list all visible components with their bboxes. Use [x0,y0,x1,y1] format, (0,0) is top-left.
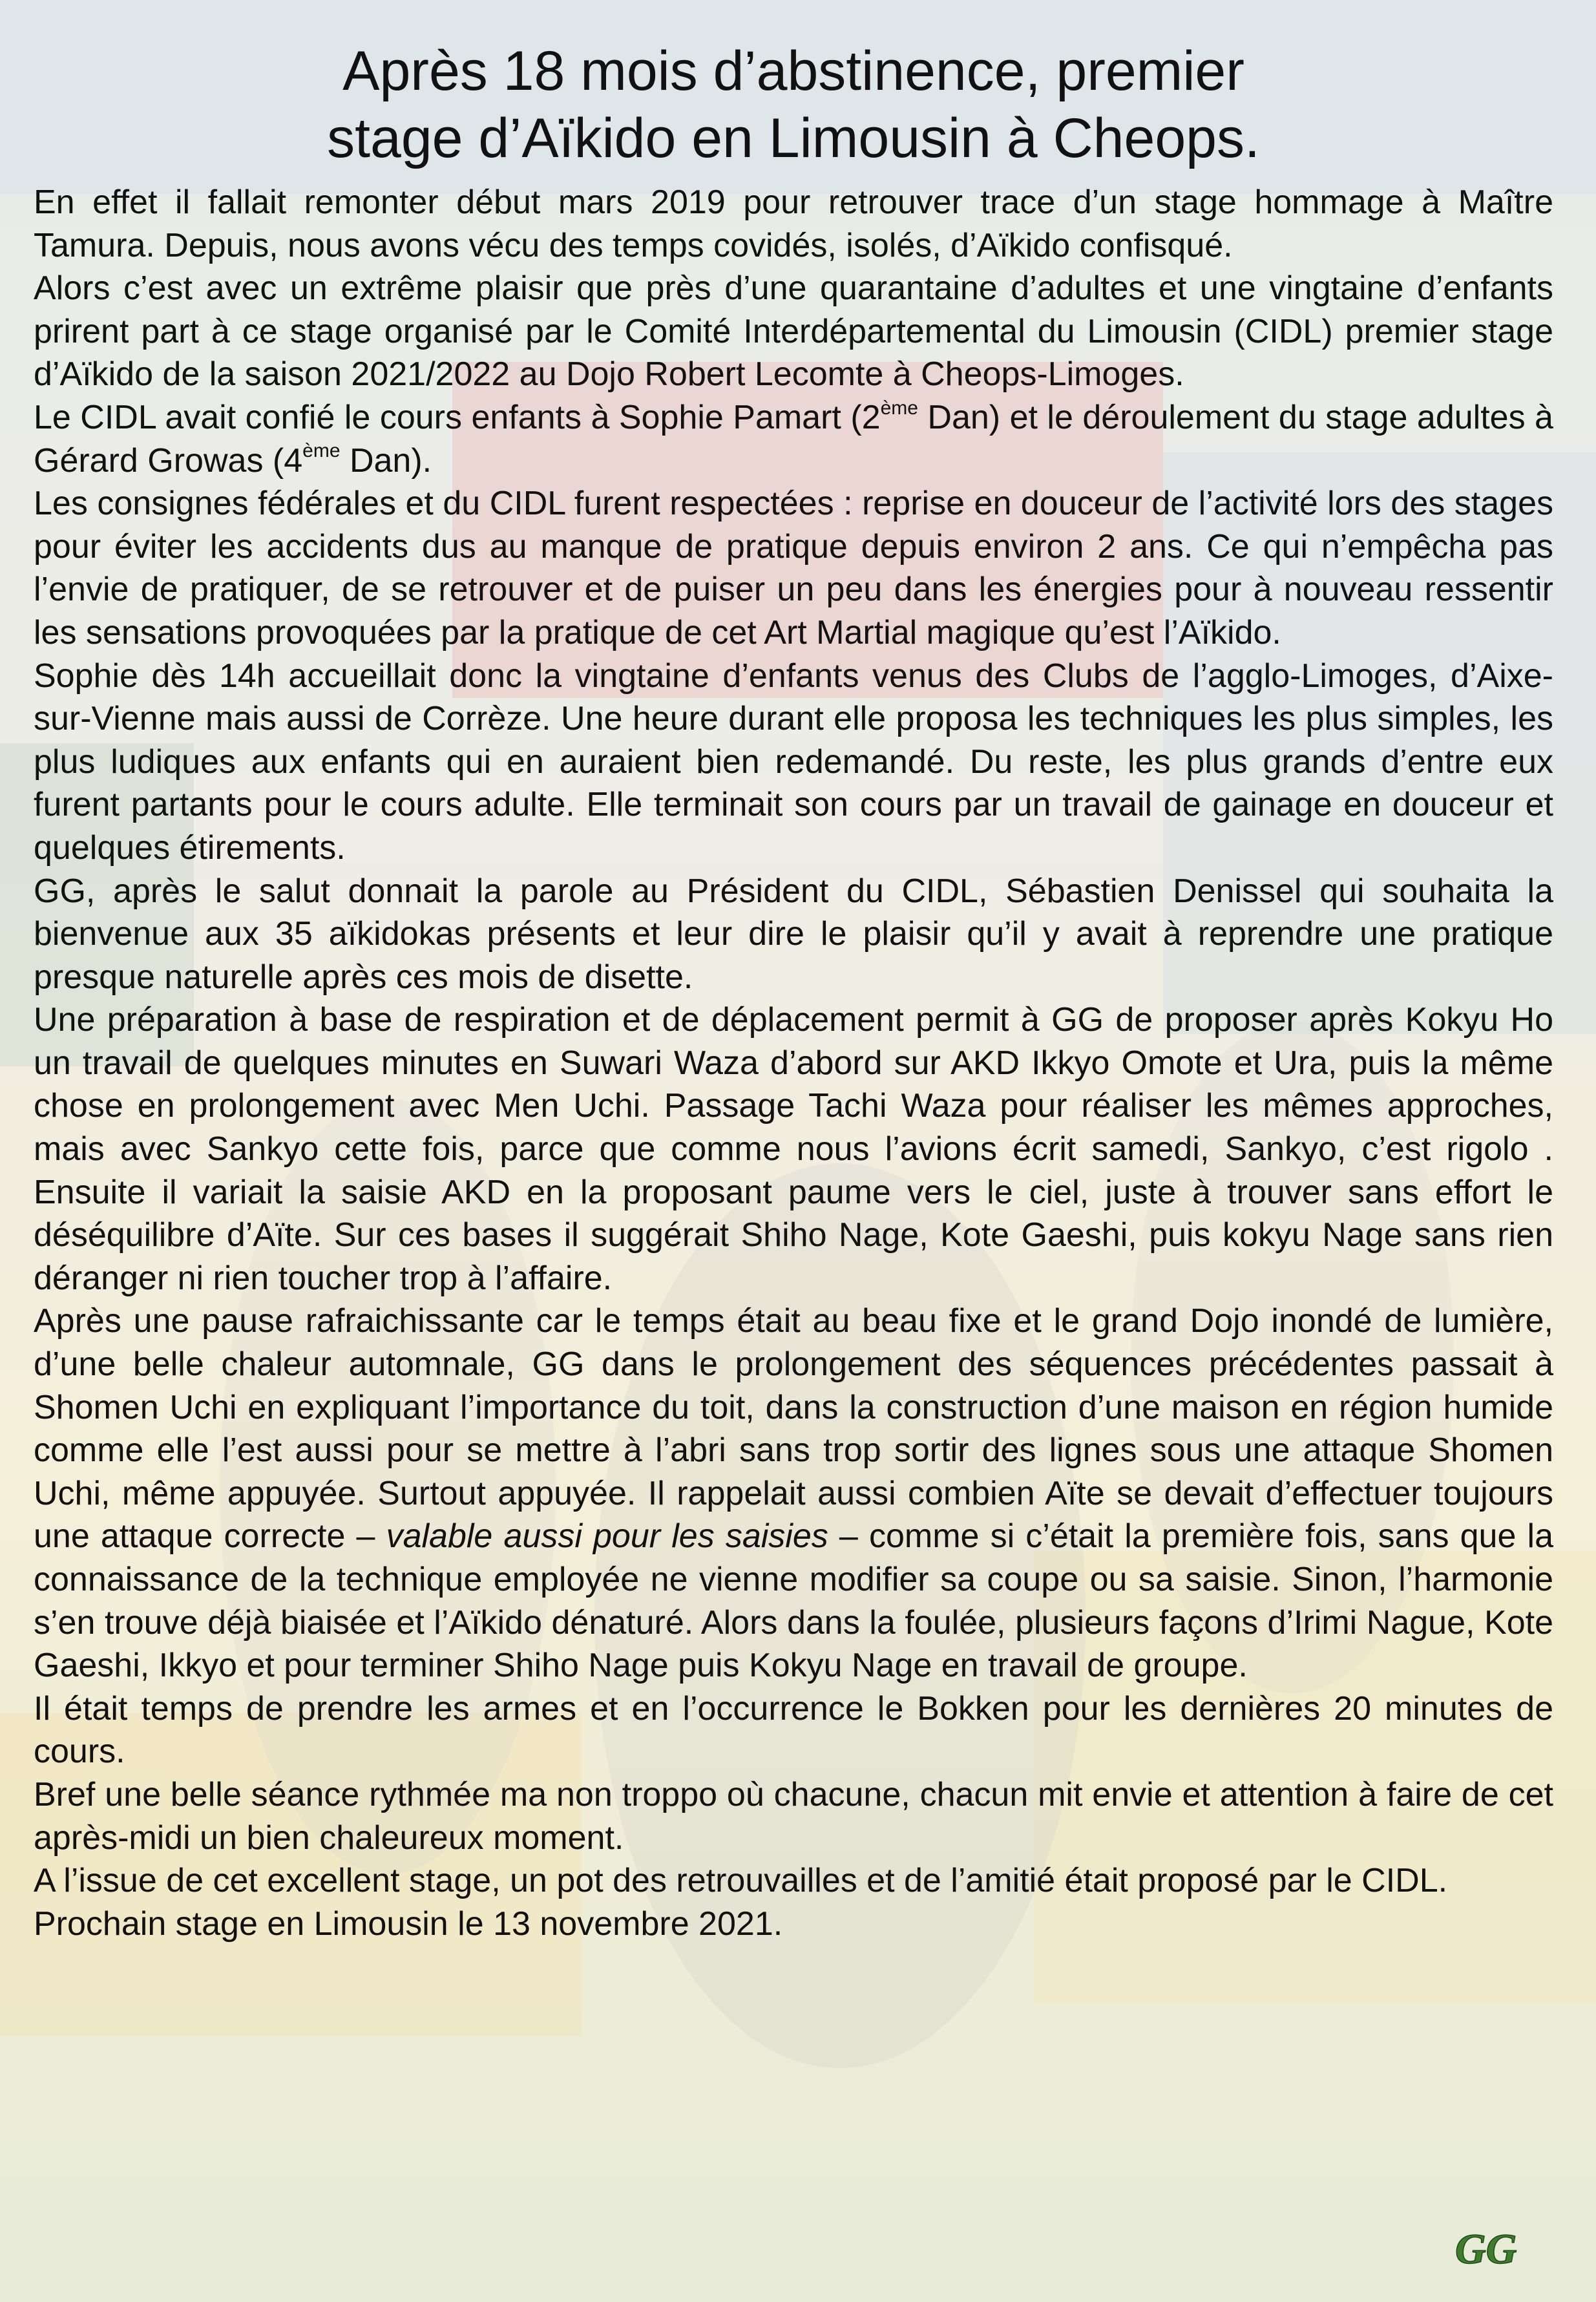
article [34,37,1553,1945]
paragraph-1: En effet il fallait remonter début mars 2019 pour retrouver trace d’un stage hommage à Maître Tamura. Depuis, nous avons vécu des temps covidés, isolés, d’Aïkido confisqué. [34,184,1553,264]
paragraph-12: Prochain stage en Limousin le 13 novembre 2021. [34,1905,783,1943]
paragraph-3-part-b: Dan) et le déroulement du stage adultes à Gérard Growas (4 [34,398,1553,480]
paragraph-10: Bref une belle séance rythmée ma non troppo où chacune, chacun mit envie et attention à faire de cet après-midi un bien chaleureux moment. [34,1775,1553,1857]
paragraph-8-part-a: Après une pause rafraichissante car le temps était au beau fixe et le grand Dojo inondé de lumière, d’une belle chaleur automnale, GG dans le prolongement des séquences précédentes passait à Shomen Uchi en expliquant l’importance du toit, dans la construction d’une maison en région humide comme elle l’est aussi pour se mettre à l’abri sans trop sortir des lignes sous une attaque Shomen Uchi, même appuyée. Surtout appuyée. Il rappelait aussi combien Aïte se devait d’effectuer toujours une attaque correcte – [34,1302,1553,1556]
paragraph-4: Les consignes fédérales et du CIDL furent respectées : reprise en douceur de l’activité lors des stages pour éviter les accidents dus au manque de pratique depuis environ 2 ans. Ce qui n’empêcha pas l’envie de pratiquer, de se retrouver et de puiser un peu dans les énergies pour à nouveau ressentir les sensations provoquées par la pratique de cet Art Martial magique qu’est l’Aïkido. [34,485,1553,651]
paragraph-7: Une préparation à base de respiration et de déplacement permit à GG de proposer après Kokyu Ho un travail de quelques minutes en Suwari Waza d’abord sur AKD Ikkyo Omote et Ura, puis la même chose en prolongement avec Men Uchi. Passage Tachi Waza pour réaliser les mêmes approches, mais avec Sankyo cette fois, parce que comme nous l’avions écrit samedi, Sankyo, c’est rigolo . Ensuite il variait la saisie AKD en la proposant paume vers le ciel, juste à trouver sans effort le déséquilibre d’Aïte. Sur ces bases il suggérait Shiho Nage, Kote Gaeshi, puis kokyu Nage sans rien déranger ni rien toucher trop à l’affaire. [34,1001,1553,1297]
paragraph-3-part-c: Dan). [340,441,432,480]
title-line-1: Après 18 mois d’abstinence, premier [342,40,1244,102]
paragraph-3-part-a: Le CIDL avait confié le cours enfants à Sophie Pamart (2 [34,398,881,436]
article-title [34,37,1553,172]
superscript-eme-2: ème [302,440,341,462]
paragraph-2: Alors c’est avec un extrême plaisir que près d’une quarantaine d’adultes et une vingtaine d’enfants prirent part à ce stage organisé par le Comité Interdépartemental du Limousin (CIDL) premier stage d’Aïkido de la saison 2021/2022 au Dojo Robert Lecomte à Cheops-Limoges. [34,269,1553,394]
paragraph-8-italic: valable aussi pour les saisies [386,1517,828,1556]
gg-signature-logo [1453,2223,1555,2272]
article-body [34,181,1553,1945]
paragraph-5: Sophie dès 14h accueillait donc la vingtaine d’enfants venus des Clubs de l’agglo-Limoges, d’Aixe-sur-Vienne mais aussi de Corrèze. Une heure durant elle proposa les techniques les plus simples, les plus ludiques aux enfants qui en auraient bien redemandé. Du reste, les plus grands d’entre eux furent partants pour le cours adulte. Elle terminait son cours par un travail de gainage en douceur et quelques étirements. [34,657,1553,867]
paragraph-8-part-b: – comme si c’était la première fois, sans que la connaissance de la technique employée ne vienne modifier sa coupe ou sa saisie. Sinon, l’harmonie s’en trouve déjà biaisée et l’Aïkido dénaturé. Alors dans la foulée, plusieurs façons d’Irimi Nague, Kote Gaeshi, Ikkyo et pour terminer Shiho Nage puis Kokyu Nage en travail de groupe. [34,1517,1553,1685]
paragraph-6: GG, après le salut donnait la parole au Président du CIDL, Sébastien Denissel qui souhaita la bienvenue aux 35 aïkidokas présents et leur dire le plaisir qu’il y avait à reprendre une pratique presque naturelle après ces mois de disette. [34,872,1553,996]
signature-text: GG [1455,2226,1517,2272]
title-line-2: stage d’Aïkido en Limousin à Cheops. [327,107,1260,169]
paragraph-11: A l’issue de cet excellent stage, un pot des retrouvailles et de l’amitié était proposé par le CIDL. [34,1862,1448,1900]
paragraph-9: Il était temps de prendre les armes et en l’occurrence le Bokken pour les dernières 20 minutes de cours. [34,1689,1553,1771]
superscript-eme-1: ème [880,397,918,419]
paragraph-8 [34,1300,1553,1687]
paragraph-3 [34,396,1553,482]
